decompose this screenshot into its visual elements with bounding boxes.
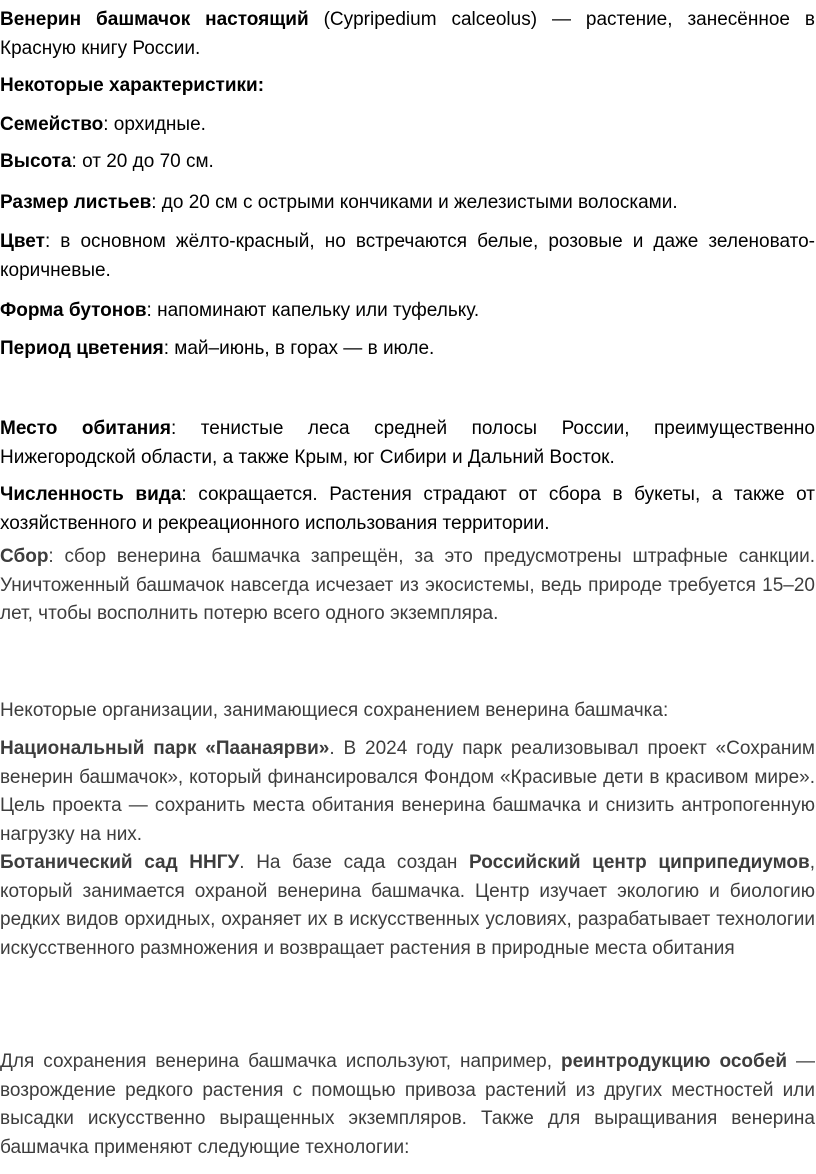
collection-label: Сбор [0,546,49,567]
garden-text-a: . На базе сада создан [239,852,470,873]
reintroduction-term: реинтродукцию особей [560,1051,788,1072]
char-text: : напоминают капельку или туфельку. [146,300,480,321]
collection-paragraph [0,543,815,629]
char-text: : до 20 см с острыми кончиками и железистыми волосками. [151,192,678,213]
char-text: : орхидные. [103,114,206,135]
char-bud-shape [0,297,815,326]
reintroduction-text-b: — возрождение редкого растения с помощью привоза растений из других местностей или высадки искусственно выращенных экземпляров. Также для выращивания венерина башмачка применяют следующие технологии: [0,1051,815,1158]
garden-center: Российский центр циприпедиумов [469,852,810,873]
characteristics-heading [0,72,815,101]
garden-paragraph [0,849,815,963]
paanajarvi-text: . В 2024 году парк реализовывал проект «Сохраним венерин башмачок», который финансировался Фондом «Красивые дети в красивом мире». Цель проекта — сохранить места обитания венерина башмачка и снизить антропогенную нагрузку на них. [0,738,815,845]
char-label: Период цветения [0,338,164,359]
char-label: Цвет [0,231,45,252]
char-family [0,111,815,140]
collection-text: : сбор венерина башмачка запрещён, за это предусмотрены штрафные санкции. Уничтоженный башмачок навсегда исчезает из экосистемы, ведь природе требуется 15–20 лет, чтобы восполнить потерю всего одного экземпляра. [0,546,815,624]
char-leaf-size [0,189,815,218]
paanajarvi-paragraph [0,735,815,849]
char-flowering [0,335,815,364]
population-label: Численность вида [0,484,182,505]
char-text: : в основном жёлто-красный, но встречаются белые, розовые и даже зеленовато-коричневые. [0,231,815,281]
garden-text-b: , который занимается охраной венерина башмачка. Центр изучает экологию и биологию редких видов орхидных, охраняет их в искусственных условиях, разрабатывает технологии искусственного размножения и возвращает растения в природные места обитания [0,852,815,959]
char-text: : май–июнь, в горах — в июле. [163,338,435,359]
char-label: Форма бутонов [0,300,147,321]
habitat-paragraph [0,415,815,472]
char-color [0,228,815,285]
char-label: Высота [0,151,72,172]
population-text: : сокращается. Растения страдают от сбора в букеты, а также от хозяйственного и рекреационного использования территории. [0,484,815,534]
char-label: Семейство [0,114,104,135]
char-text: : от 20 до 70 см. [71,151,214,172]
habitat-label: Место обитания [0,418,172,439]
intro-title: Венерин башмачок настоящий [0,9,309,30]
paanajarvi-label: Национальный парк «Паанаярви» [0,738,330,759]
population-paragraph [0,481,815,538]
garden-label: Ботанический сад ННГУ [0,852,240,873]
intro-text: (Cypripedium calceolus) — растение, занесённое в Красную книгу России. [0,9,815,59]
char-height [0,148,815,177]
char-label: Размер листьев [0,192,152,213]
reintroduction-text-a: Для сохранения венерина башмачка используют, например, [0,1051,561,1072]
organizations-heading: Некоторые организации, занимающиеся сохранением венерина башмачка: [0,700,669,721]
intro-paragraph [0,6,815,63]
characteristics-heading-text: Некоторые характеристики: [0,75,265,96]
habitat-text: : тенистые леса средней полосы России, преимущественно Нижегородской области, а также Крым, юг Сибири и Дальний Восток. [0,418,815,468]
reintroduction-paragraph [0,1048,815,1162]
